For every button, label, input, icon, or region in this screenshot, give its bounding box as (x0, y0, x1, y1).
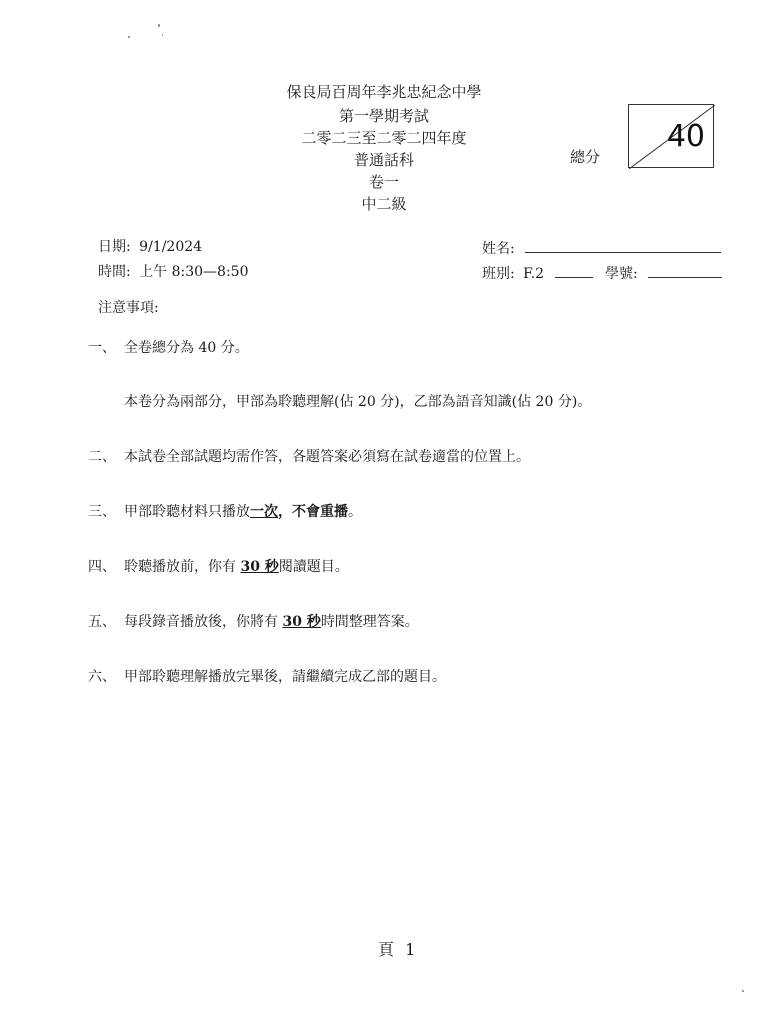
item-text-pre: 甲部聆聽材料只播放 (124, 504, 250, 520)
item-text: 甲部聆聽理解播放完畢後，請繼續完成乙部的題目。 (124, 669, 446, 685)
scan-speck (158, 24, 160, 27)
notice-title: 注意事項: (98, 300, 159, 316)
class-label: 班別: (482, 266, 515, 282)
total-score-box (628, 104, 714, 168)
item-text-pre: 聆聽播放前，你有 (124, 559, 241, 575)
item-text-post: 閱讀題目。 (278, 559, 349, 575)
item-text (124, 503, 362, 521)
scan-speck (162, 34, 163, 36)
item-text-post: 時間整理答案。 (320, 614, 419, 630)
subject-name: 普通話科 (353, 151, 414, 169)
student-no-label: 學號: (604, 266, 638, 282)
name-row (482, 238, 721, 258)
item-emphasis: 30 秒 (282, 614, 321, 630)
scan-speck (742, 990, 744, 992)
student-no-field[interactable] (648, 263, 722, 278)
item-number: 一、 (88, 340, 116, 356)
item-text: 本試卷全部試題均需作答，各題答案必須寫在試卷適當的位置上。 (124, 449, 530, 465)
scan-speck (128, 36, 130, 38)
item-number: 二、 (88, 449, 116, 465)
class-value: F.2 (523, 266, 545, 282)
item-text: 全卷總分為 40 分。 (124, 340, 249, 356)
page-footer (378, 937, 415, 960)
item-number: 三、 (88, 504, 116, 520)
date-row (98, 238, 202, 256)
item-emphasis-once: 一次 (250, 504, 278, 520)
name-label: 姓名: (482, 241, 515, 257)
class-row (482, 263, 722, 283)
time-value: 上午 8:30—8:50 (139, 264, 249, 280)
total-score-label: 總分 (570, 148, 601, 166)
page-number: 1 (405, 940, 416, 959)
item-text (124, 558, 349, 576)
school-name: 保良局百周年李兆忠紀念中學 (286, 83, 482, 101)
exam-title: 第一學期考試 (338, 107, 429, 125)
time-row (98, 263, 249, 281)
item-text (124, 613, 419, 631)
page-label: 頁 (378, 940, 395, 959)
academic-year: 二零二三至二零二四年度 (301, 129, 467, 147)
class-field[interactable] (555, 263, 593, 278)
name-field[interactable] (525, 238, 721, 253)
item-text-pre: 每段錄音播放後，你將有 (124, 614, 283, 630)
item-number: 六、 (88, 669, 116, 685)
item-number: 五、 (88, 614, 116, 630)
item-number: 四、 (88, 559, 116, 575)
item-text: 本卷分為兩部分，甲部為聆聽理解(佔 20 分)，乙部為語音知識(佔 20 分)。 (124, 394, 592, 410)
date-value: 9/1/2024 (139, 239, 203, 255)
paper-number: 卷一 (368, 173, 399, 191)
item-emphasis: 30 秒 (240, 559, 279, 575)
item-emphasis-no-replay: ，不會重播 (278, 504, 348, 520)
time-label: 時間: (98, 264, 131, 280)
total-score-max: 40 (666, 119, 705, 154)
item-text-post: 。 (348, 504, 362, 520)
date-label: 日期: (98, 239, 131, 255)
grade-level: 中二級 (361, 195, 407, 213)
